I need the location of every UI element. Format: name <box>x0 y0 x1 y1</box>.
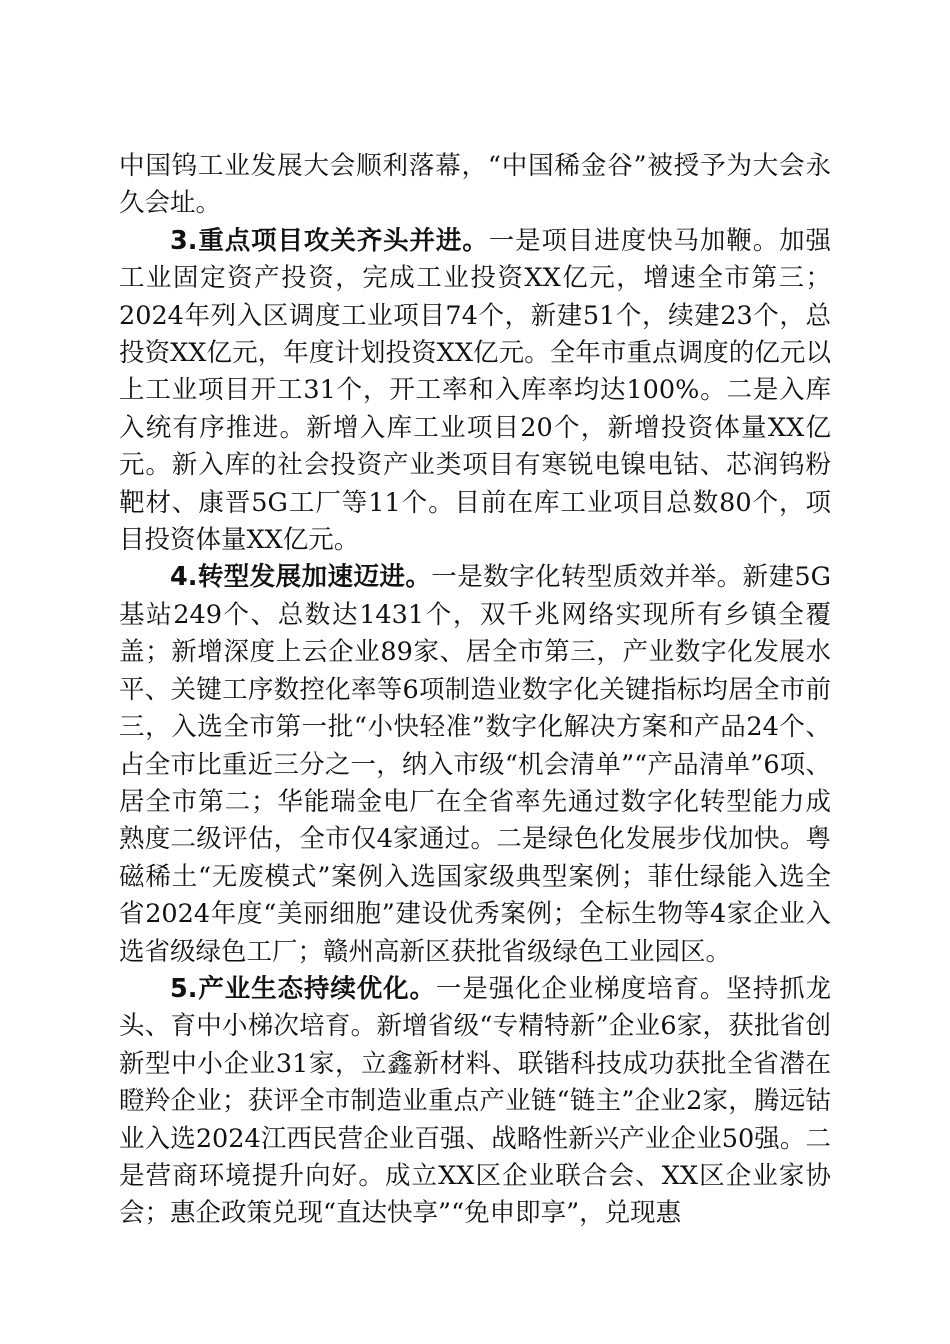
paragraph-transformation <box>119 559 831 970</box>
paragraph-text: 中国钨工业发展大会顺利落幕，“中国稀金谷”被授予为大会永久会址。 <box>119 151 831 219</box>
paragraph-text: 一是项目进度快马加鞭。加强工业固定资产投资，完成工业投资XX亿元，增速全市第三；2024年列入区调度工业项目74个，新建51个，续建23个，总投资XX亿元，年度计划投资XX亿元。全年市重点调度的亿元以上工业项目开工31个，开工率和入库率均达100%。二是入库入统有序推进。新增入库工业项目20个，新增投资体量XX亿元。新入库的社会投资产业类项目有寒锐电镍电钴、芯润钨粉靶材、康晋5G工厂等11个。目前在库工业项目总数80个，项目投资体量XX亿元。 <box>119 225 831 556</box>
document-body <box>119 148 831 1233</box>
section-heading-3: 3.重点项目攻关齐头并进。 <box>170 225 489 256</box>
paragraph-continuation <box>119 148 831 223</box>
paragraph-ecosystem <box>119 971 831 1233</box>
paragraph-text: 一是数字化转型质效并举。新建5G基站249个、总数达1431个，双千兆网络实现所有乡镇全覆盖；新增深度上云企业89家、居全市第三，产业数字化发展水平、关键工序数控化率等6项制造业数字化关键指标均居全市前三，入选全市第一批“小快轻准”数字化解决方案和产品24个、占全市比重近三分之一，纳入市级“机会清单”“产品清单”6项、居全市第二；华能瑞金电厂在全省率先通过数字化转型能力成熟度二级评估，全市仅4家通过。二是绿色化发展步伐加快。粤磁稀土“无废模式”案例入选国家级典型案例；菲仕绿能入选全省2024年度“美丽细胞”建设优秀案例；全标生物等4家企业入选省级绿色工厂；赣州高新区获批省级绿色工业园区。 <box>119 562 831 967</box>
section-heading-4: 4.转型发展加速迈进。 <box>170 562 432 593</box>
paragraph-text: 一是强化企业梯度培育。坚持抓龙头、育中小梯次培育。新增省级“专精特新”企业6家，获批省创新型中小企业31家，立鑫新材料、联锴科技成功获批全省潜在瞪羚企业；获评全市制造业重点产业链“链主”企业2家，腾远钴业入选2024江西民营企业百强、战略性新兴产业企业50强。二是营商环境提升向好。成立XX区企业联合会、XX区企业家协会；惠企政策兑现“直达快享”“免申即享”，兑现惠 <box>119 973 831 1229</box>
paragraph-key-projects <box>119 223 831 560</box>
section-heading-5: 5.产业生态持续优化。 <box>170 973 436 1004</box>
